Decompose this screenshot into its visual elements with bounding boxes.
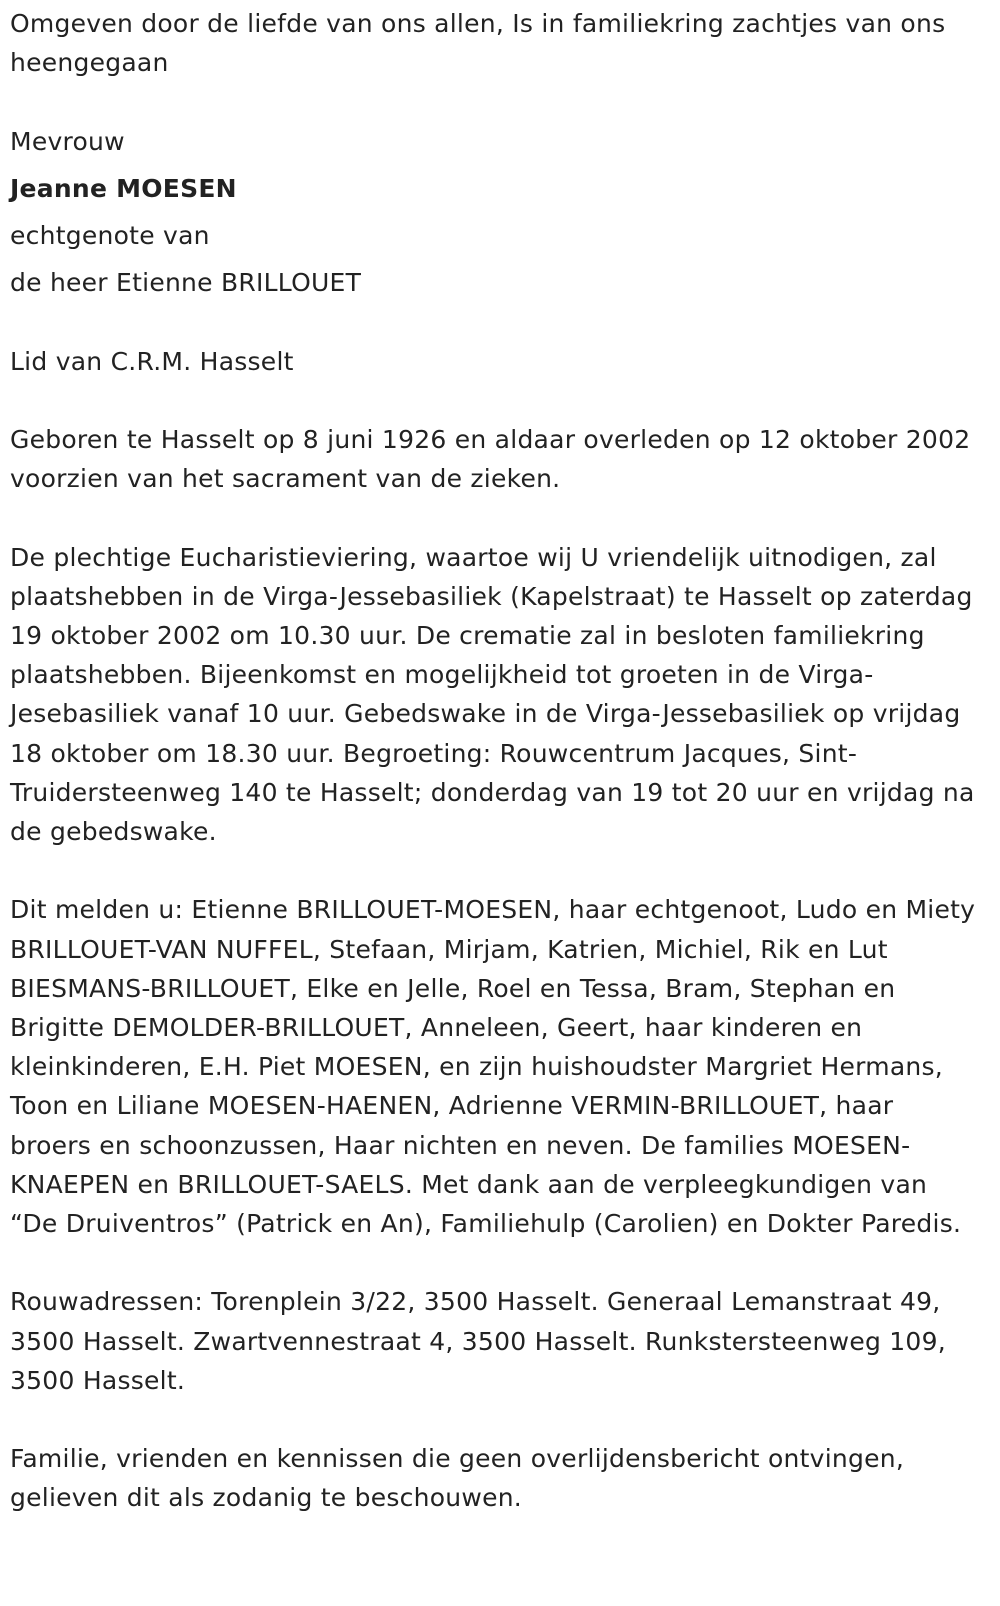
intro-text: Omgeven door de liefde van ons allen, Is in familiekring zachtjes van ons heengegaan [10, 9, 946, 78]
deceased-name: Jeanne MOESEN [10, 173, 237, 203]
salutation: Mevrouw [10, 126, 125, 156]
spouse-name: de heer Etienne BRILLOUET [10, 268, 362, 298]
addresses-paragraph [10, 1282, 982, 1400]
intro-paragraph [10, 4, 982, 82]
membership-paragraph [10, 342, 982, 381]
announced-by-paragraph [10, 890, 982, 1243]
ceremony-text: De plechtige Eucharistieviering, waartoe wij U vriendelijk uitnodigen, zal plaatshebben in de Virga-Jessebasiliek (Kapelstraat) te Hasselt op zaterdag 19 oktober 2002 om 10.30 uur. De crematie zal in besloten familiekring plaatshebben. Bijeenkomst en mogelijkheid tot groeten in de Virga-Jesebasiliek vanaf 10 uur. Gebedswake in de Virga-Jessebasiliek op vrijdag 18 oktober om 18.30 uur. Begroeting: Rouwcentrum Jacques, Sint-Truidersteenweg 140 te Hasselt; donderdag van 19 tot 20 uur en vrijdag na de gebedswake. [10, 542, 975, 846]
addresses-text: Rouwadressen: Torenplein 3/22, 3500 Hasselt. Generaal Lemanstraat 49, 3500 Hasselt. Zwartvennestraat 4, 3500 Hasselt. Runkstersteenweg 109, 3500 Hasselt. [10, 1287, 946, 1395]
closing-paragraph [10, 1439, 982, 1517]
announced-by-text: Dit melden u: Etienne BRILLOUET-MOESEN, haar echtgenoot, Ludo en Miety BRILLOUET-VAN NUFFEL, Stefaan, Mirjam, Katrien, Michiel, Rik en Lut BIESMANS-BRILLOUET, Elke en Jelle, Roel en Tessa, Bram, Stephan en Brigitte DEMOLDER-BRILLOUET, Anneleen, Geert, haar kinderen en kleinkinderen, E.H. Piet MOESEN, en zijn huishoudster Margriet Hermans, Toon en Liliane MOESEN-HAENEN, Adrienne VERMIN-BRILLOUET, haar broers en schoonzussen, Haar nichten en neven. De families MOESEN-KNAEPEN en BRILLOUET-SAELS. Met dank aan de verpleegkundigen van “De Druiventros” (Patrick en An), Familiehulp (Carolien) en Dokter Paredis. [10, 895, 976, 1239]
membership-text: Lid van C.R.M. Hasselt [10, 346, 294, 376]
birth-death-text: Geboren te Hasselt op 8 juni 1926 en aldaar overleden op 12 oktober 2002 voorzien van het sacrament van de zieken. [10, 424, 971, 494]
ceremony-paragraph [10, 538, 982, 852]
relation-text: echtgenote van [10, 221, 210, 250]
closing-text: Familie, vrienden en kennissen die geen overlijdensbericht ontvingen, gelieven dit als zodanig te beschouwen. [10, 1444, 905, 1513]
birth-death-paragraph [10, 420, 982, 498]
deceased-block [10, 122, 982, 303]
